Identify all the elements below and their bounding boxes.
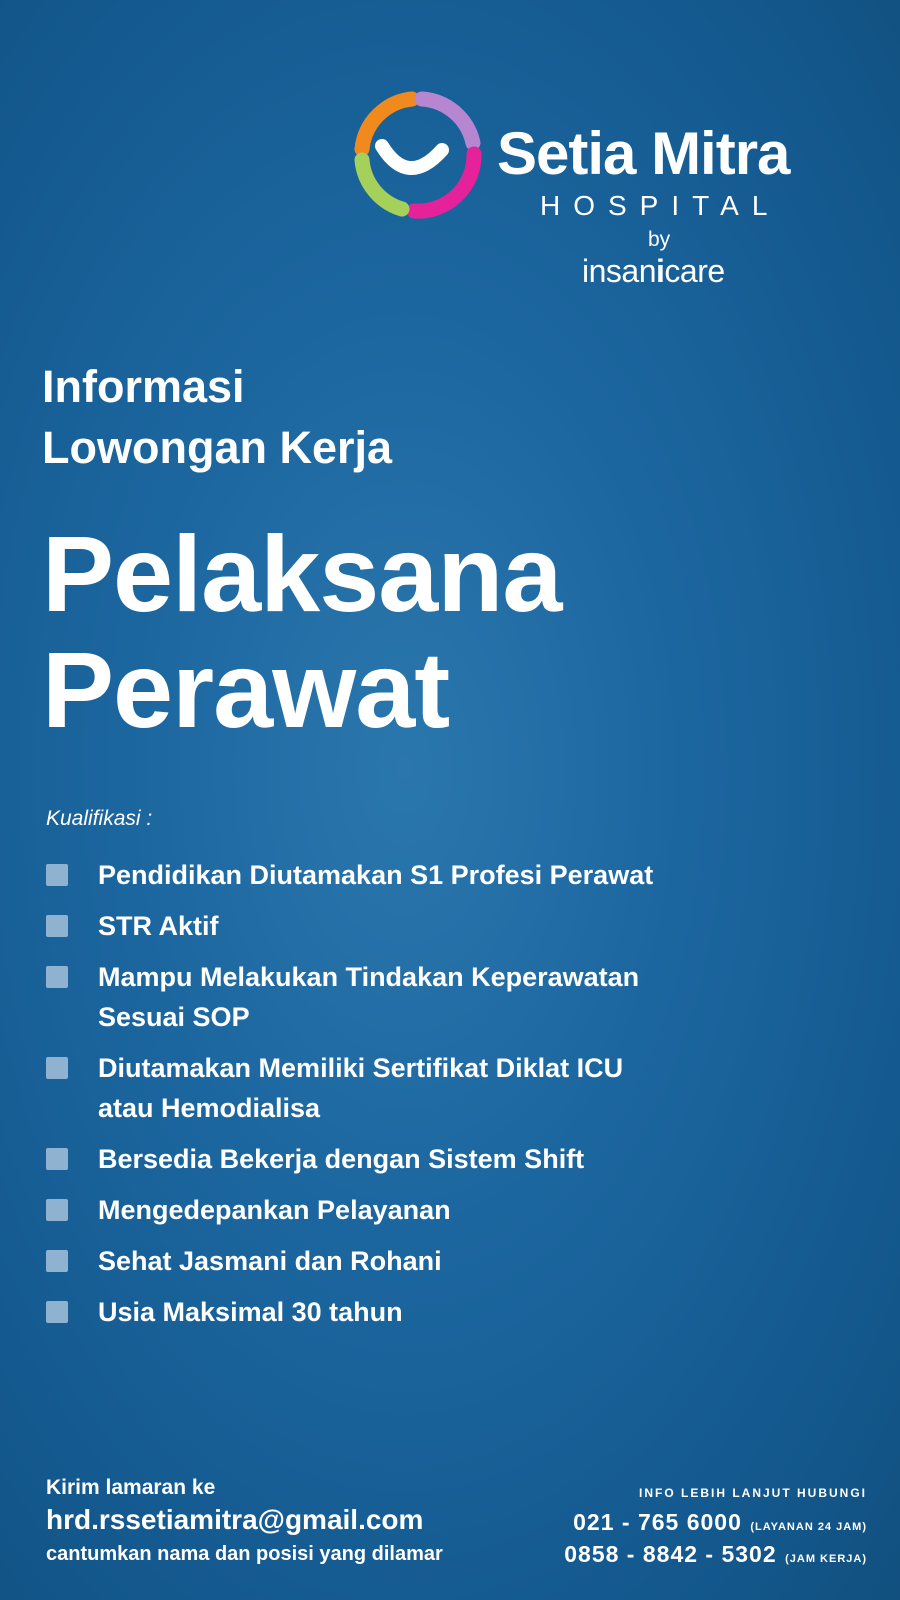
qualifications-label: Kualifikasi : (46, 807, 153, 830)
phone-number[interactable]: 0858 - 8842 - 5302 (564, 1541, 777, 1567)
square-bullet-icon (46, 1199, 68, 1221)
partner-emphasis: i (656, 253, 665, 289)
phone-number[interactable]: 021 - 765 6000 (573, 1509, 742, 1535)
apply-email[interactable]: hrd.rssetiamitra@gmail.com (46, 1504, 424, 1535)
partner-prefix: insan (582, 253, 656, 289)
qualification-text: Sehat Jasmani dan Rohani (98, 1246, 442, 1276)
square-bullet-icon (46, 915, 68, 937)
brand-name: Setia Mitra (497, 120, 790, 187)
apply-label: Kirim lamaran ke (46, 1476, 216, 1499)
square-bullet-icon (46, 864, 68, 886)
partner-name (582, 255, 725, 287)
qualification-text: Mengedepankan Pelayanan (98, 1195, 451, 1225)
square-bullet-icon (46, 1250, 68, 1272)
position-title-line-2: Perawat (42, 629, 450, 750)
qualification-text: Usia Maksimal 30 tahun (98, 1297, 403, 1327)
contact-label: INFO LEBIH LANJUT HUBUNGI (639, 1486, 867, 1500)
square-bullet-icon (46, 1057, 68, 1079)
qualification-text: atau Hemodialisa (98, 1093, 321, 1123)
qualification-item (46, 1241, 746, 1281)
headline-line-1: Informasi (42, 361, 245, 412)
brand-by: by (648, 228, 671, 251)
qualification-text: Bersedia Bekerja dengan Sistem Shift (98, 1144, 585, 1174)
headline-line-2: Lowongan Kerja (42, 422, 393, 473)
square-bullet-icon (46, 1148, 68, 1170)
qualification-item (46, 1139, 746, 1179)
qualification-item (46, 1190, 746, 1230)
qualification-item (46, 906, 746, 946)
phone-note: (LAYANAN 24 JAM) (750, 1521, 867, 1533)
qualification-text: Sesuai SOP (98, 1002, 250, 1032)
qualification-item (46, 1048, 746, 1128)
qualification-text: Pendidikan Diutamakan S1 Profesi Perawat (98, 860, 654, 890)
partner-suffix: care (664, 253, 725, 289)
qualification-item (46, 1292, 746, 1332)
qualification-text: Diutamakan Memiliki Sertifikat Diklat ICU (98, 1053, 624, 1083)
apply-note: cantumkan nama dan posisi yang dilamar (46, 1543, 443, 1565)
qualification-item (46, 855, 746, 895)
contact-phone-row (564, 1543, 867, 1566)
qualifications-list (46, 855, 746, 1343)
contact-phone-row (573, 1511, 867, 1534)
position-title-line-1: Pelaksana (42, 513, 562, 634)
square-bullet-icon (46, 966, 68, 988)
brand-subtitle: HOSPITAL (540, 190, 781, 221)
qualification-text: STR Aktif (98, 911, 219, 941)
hospital-logo-icon (350, 88, 485, 223)
qualification-item (46, 957, 746, 1037)
phone-note: (JAM KERJA) (785, 1553, 867, 1565)
qualification-text: Mampu Melakukan Tindakan Keperawatan (98, 962, 640, 992)
square-bullet-icon (46, 1301, 68, 1323)
